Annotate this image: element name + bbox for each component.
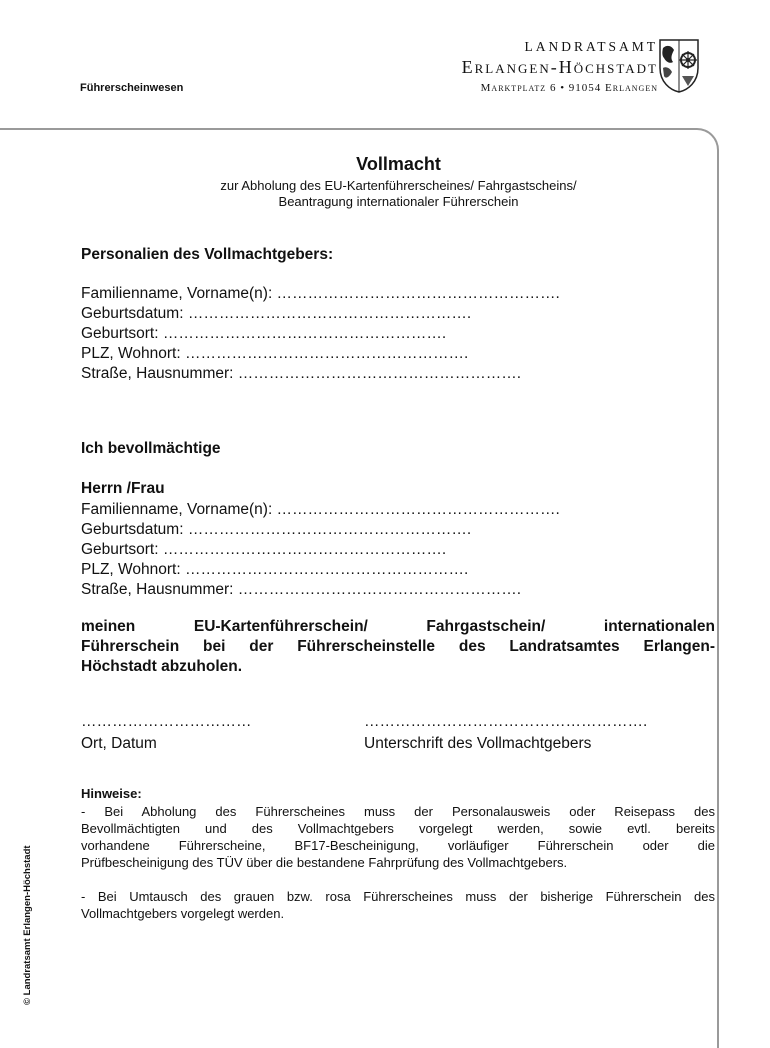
statement-line-2: Führerschein bei der Führerscheinstelle des Landratsamtes Erlangen- xyxy=(81,638,715,655)
agent-street-field[interactable]: Straße, Hausnummer: ………………………………………………. xyxy=(81,581,522,598)
note-id-requirement xyxy=(81,803,715,871)
note2-line-2: Vollmachtgebers vorgelegt werden. xyxy=(81,906,285,921)
statement-line-3: Höchstadt abzuholen. xyxy=(81,658,243,675)
statement-line-1: meinen EU-Kartenführerschein/ Fahrgastschein/ internationalen xyxy=(81,618,715,635)
subtitle-line-1: zur Abholung des EU-Kartenführerscheines/ Fahrgastscheins/ xyxy=(220,178,577,193)
agent-birthdate-field[interactable]: Geburtsdatum: ………………………………………………. xyxy=(81,521,472,538)
principal-birthplace-field[interactable]: Geburtsort: ………………………………………………. xyxy=(81,325,447,342)
authority-name xyxy=(462,38,658,96)
place-date-field[interactable]: …………………………… xyxy=(81,713,252,730)
authorization-heading: Ich bevollmächtige xyxy=(81,440,221,457)
note1-line-3: vorhandene Führerscheine, BF17-Bescheinigung, vorläufiger Führerschein oder die xyxy=(81,838,715,853)
principal-city-field[interactable]: PLZ, Wohnort: ………………………………………………. xyxy=(81,345,469,362)
notes-heading: Hinweise: xyxy=(81,786,142,801)
agent-name-field[interactable]: Familienname, Vorname(n): ………………………………………………. xyxy=(81,501,560,518)
signature-label: Unterschrift des Vollmachtgebers xyxy=(364,735,592,752)
principal-street-field[interactable]: Straße, Hausnummer: ………………………………………………. xyxy=(81,365,522,382)
principal-name-field[interactable]: Familienname, Vorname(n): ………………………………………………. xyxy=(81,285,560,302)
note1-line-1: - Bei Abholung des Führerscheines muss der Personalausweis oder Reisepass des xyxy=(81,804,715,819)
authority-address: Marktplatz 6 • 91054 Erlangen xyxy=(480,82,658,94)
agent-city-field[interactable]: PLZ, Wohnort: ………………………………………………. xyxy=(81,561,469,578)
note1-line-2: Bevollmächtigten und des Vollmachtgebers vorgelegt werden, sowie evtl. bereits xyxy=(81,821,715,836)
document-title: Vollmacht xyxy=(356,154,441,174)
signature-field[interactable]: ………………………………………………. xyxy=(364,713,648,730)
department-label: Führerscheinwesen xyxy=(80,82,184,94)
note1-line-4: Prüfbescheinigung des TÜV über die bestandene Fahrprüfung des Vollmachtgebers. xyxy=(81,855,568,870)
copyright-notice: © Landratsamt Erlangen-Höchstadt xyxy=(22,845,33,1005)
note-exchange-requirement xyxy=(81,888,715,922)
principal-heading: Personalien des Vollmachtgebers: xyxy=(81,246,334,263)
document-subtitle xyxy=(0,178,770,210)
agent-birthplace-field[interactable]: Geburtsort: ………………………………………………. xyxy=(81,541,447,558)
place-date-label: Ort, Datum xyxy=(81,735,157,752)
authorization-statement xyxy=(81,617,715,677)
authority-line-2: Erlangen-Höchstadt xyxy=(461,57,658,77)
principal-birthdate-field[interactable]: Geburtsdatum: ………………………………………………. xyxy=(81,305,472,322)
coat-of-arms-icon xyxy=(658,38,700,94)
note2-line-1: - Bei Umtausch des grauen bzw. rosa Führerscheines muss der bisherige Führerschein des xyxy=(81,889,715,904)
subtitle-line-2: Beantragung internationaler Führerschein xyxy=(278,194,519,209)
authority-line-1: LANDRATSAMT xyxy=(524,39,658,54)
agent-salutation: Herrn /Frau xyxy=(81,480,165,497)
